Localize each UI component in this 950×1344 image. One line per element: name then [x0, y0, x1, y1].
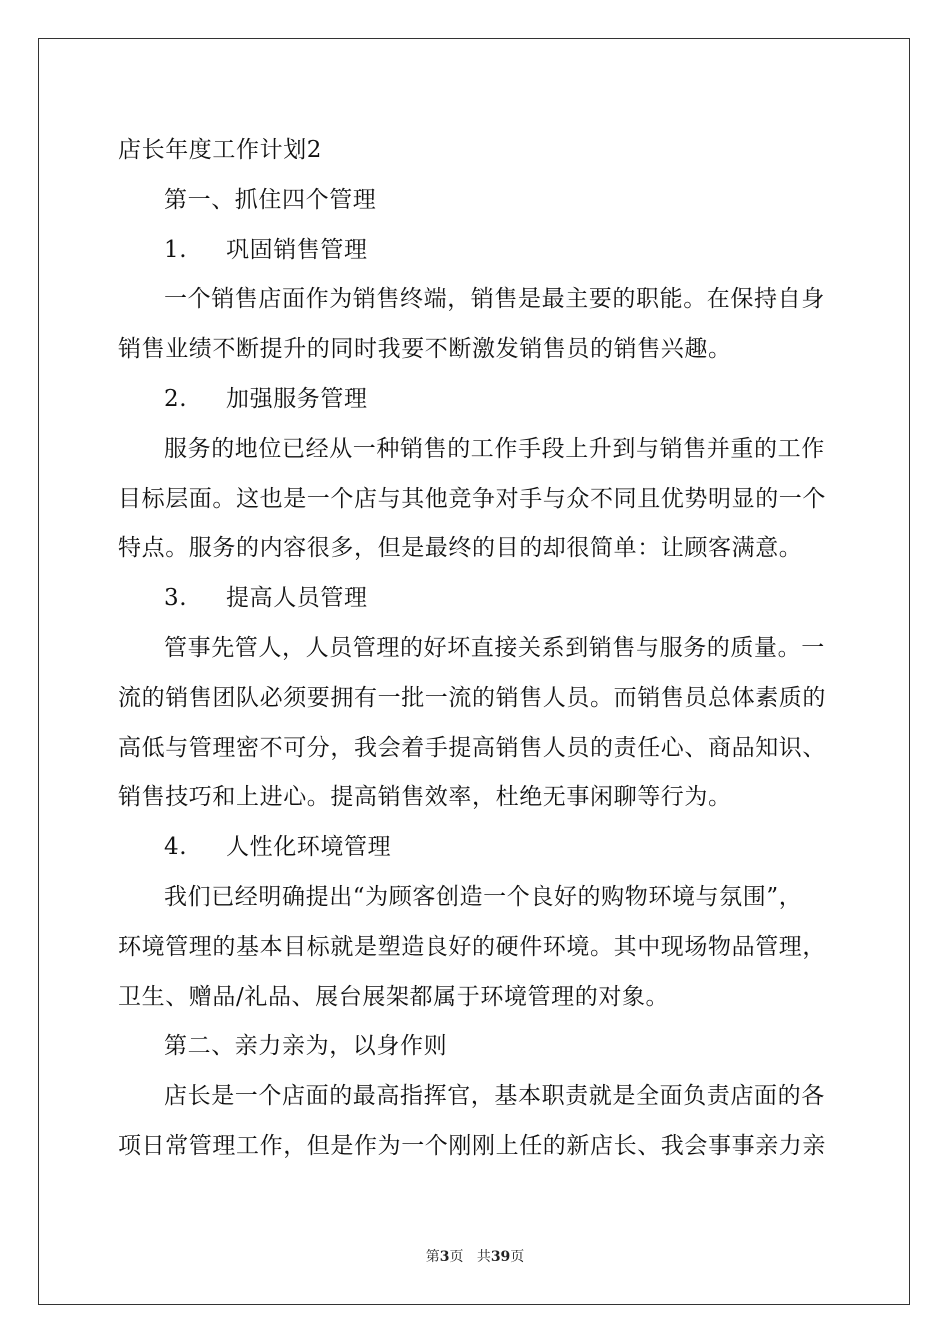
line-text: 加强服务管理 [226, 385, 368, 412]
line-text: 项日常管理工作，但是作为一个刚刚上任的新店长、我会事事亲力亲 [118, 1132, 826, 1159]
total-label-suffix: 页 [510, 1249, 525, 1265]
line-text: 第二、亲力亲为，以身作则 [164, 1033, 448, 1060]
section-heading [118, 574, 838, 624]
line-text: 目标层面。这也是一个店与其他竞争对手与众不同且优势明显的一个 [118, 485, 826, 512]
list-number: 4. [164, 834, 188, 861]
text-line [118, 425, 838, 475]
text-line [118, 1072, 838, 1122]
text-line [118, 1122, 838, 1172]
line-text: 店长是一个店面的最高指挥官，基本职责就是全面负责店面的各 [164, 1083, 825, 1110]
line-text: 特点。服务的内容很多，但是最终的目的却很简单：让顾客满意。 [118, 535, 803, 562]
text-line [118, 624, 838, 674]
line-text: 服务的地位已经从一种销售的工作手段上升到与销售并重的工作 [164, 435, 825, 462]
line-text: 高低与管理密不可分，我会着手提高销售人员的责任心、商品知识、 [118, 734, 826, 761]
line-text: 卫生、赠品/礼品、展台展架都属于环境管理的对象。 [118, 983, 670, 1010]
line-text: 第一、抓住四个管理 [164, 186, 377, 213]
text-line [118, 325, 838, 375]
line-text: 销售技巧和上进心。提高销售效率，杜绝无事闲聊等行为。 [118, 784, 732, 811]
line-text: 管事先管人，人员管理的好坏直接关系到销售与服务的质量。一 [164, 634, 825, 661]
section-heading [118, 226, 838, 276]
text-line [118, 923, 838, 973]
text-line [118, 873, 838, 923]
list-number: 3. [164, 585, 188, 612]
list-number: 2. [164, 385, 188, 412]
total-label-prefix: 共 [476, 1249, 491, 1265]
line-text: 环境管理的基本目标就是塑造良好的硬件环境。其中现场物品管理， [118, 933, 826, 960]
text-line [118, 524, 838, 574]
line-text: 提高人员管理 [226, 585, 368, 612]
line-text: 一个销售店面作为销售终端，销售是最主要的职能。在保持自身 [164, 286, 825, 313]
page-label-suffix: 页 [449, 1249, 464, 1265]
line-text: 人性化环境管理 [226, 834, 392, 861]
text-line [118, 773, 838, 823]
page-number: 3 [439, 1249, 450, 1265]
text-line [118, 973, 838, 1023]
page-footer [0, 1246, 950, 1266]
text-line [118, 1022, 838, 1072]
page-label-prefix: 第 [425, 1249, 440, 1265]
document-body [118, 126, 838, 1172]
line-text: 流的销售团队必须要拥有一批一流的销售人员。而销售员总体素质的 [118, 684, 826, 711]
text-line [118, 724, 838, 774]
total-pages: 39 [490, 1249, 511, 1265]
line-text: 我们已经明确提出“为顾客创造一个良好的购物环境与氛围”， [164, 883, 803, 910]
text-line [118, 674, 838, 724]
section-heading [118, 823, 838, 873]
text-line [118, 275, 838, 325]
line-text: 销售业绩不断提升的同时我要不断激发销售员的销售兴趣。 [118, 336, 732, 363]
section-heading [118, 375, 838, 425]
text-line [118, 475, 838, 525]
list-number: 1. [164, 236, 188, 263]
paragraph-lines [118, 176, 838, 1172]
line-text: 巩固销售管理 [226, 236, 368, 263]
text-line [118, 176, 838, 226]
document-title: 店长年度工作计划2 [118, 137, 323, 163]
